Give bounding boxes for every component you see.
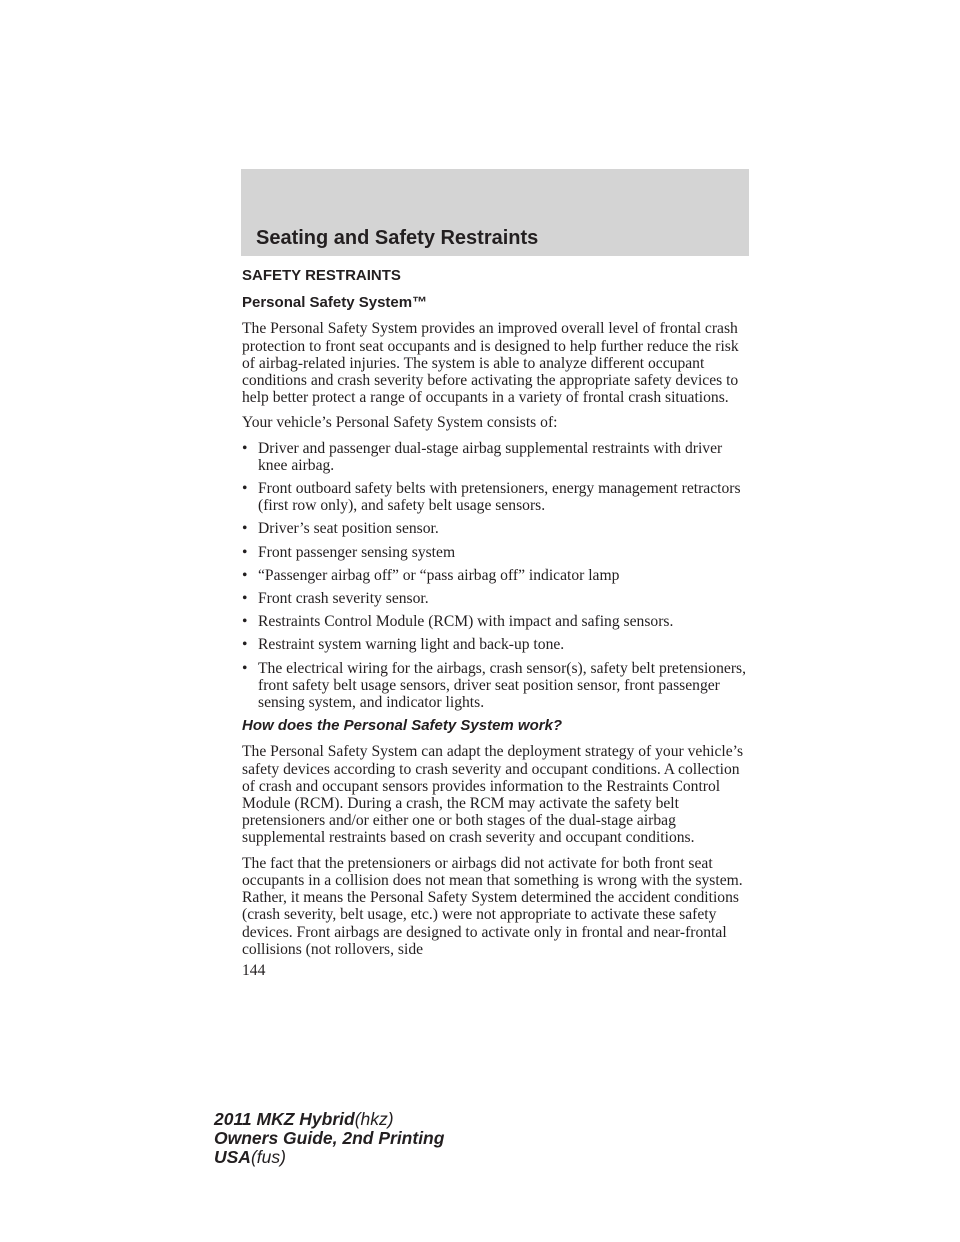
- list-item: [242, 636, 752, 653]
- list-item-text: Front crash severity sensor.: [258, 590, 429, 608]
- list-item-text: Restraint system warning light and back-up tone.: [258, 636, 565, 654]
- bullet-icon: •: [242, 520, 248, 538]
- bullet-icon: •: [242, 659, 248, 677]
- list-item: [242, 544, 752, 561]
- components-list: [242, 440, 752, 712]
- list-item: [242, 590, 752, 607]
- body-paragraph: The Personal Safety System can adapt the deployment strategy of your vehicle’s safety devices according to crash severity and occupant conditions. A collection of crash and occupant sensors provides information to the Restraints Control Module (RCM). During a crash, the RCM may activate the safety belt pretensioners and/or either one or both stages of the dual-stage airbag supplemental restraints based on crash severity and occupant conditions.: [242, 743, 744, 847]
- bullet-icon: •: [242, 480, 248, 498]
- bullet-icon: •: [242, 590, 248, 608]
- list-item: [242, 480, 752, 514]
- list-item-text: Front outboard safety belts with pretensioners, energy management retractors (first row only), and safety belt usage sensors.: [258, 480, 741, 515]
- bullet-icon: •: [242, 613, 248, 631]
- list-item-text: The electrical wiring for the airbags, crash sensor(s), safety belt pretensioners, front safety belt usage sensors, driver seat position sensor, front passenger sensing system, and indicator lights.: [258, 659, 746, 712]
- question-heading: How does the Personal Safety System work?: [242, 717, 563, 735]
- page-number: 144: [242, 961, 266, 979]
- footer-model-code: (hkz): [354, 1109, 394, 1129]
- bullet-icon: •: [242, 543, 248, 561]
- footer-printing: Owners Guide, 2nd Printing: [214, 1128, 445, 1148]
- list-item: [242, 660, 752, 712]
- bullet-icon: •: [242, 439, 248, 457]
- footer-model-name: 2011 MKZ Hybrid: [214, 1109, 355, 1129]
- print-footer: [214, 1110, 444, 1167]
- bullet-icon: •: [242, 636, 248, 654]
- list-item-text: Restraints Control Module (RCM) with impact and safing sensors.: [258, 613, 674, 631]
- section-title: SAFETY RESTRAINTS: [242, 267, 401, 284]
- bullet-icon: •: [242, 566, 248, 584]
- footer-market: USA: [214, 1147, 251, 1167]
- list-item: [242, 440, 752, 474]
- footer-line-model: [214, 1110, 444, 1129]
- chapter-title: Seating and Safety Restraints: [256, 227, 539, 249]
- body-paragraph: The fact that the pretensioners or airbags did not activate for both front seat occupants in a collision does not mean that something is wrong with the system. Rather, it means the Personal Safety System determined the accident conditions (crash severity, belt usage, etc.) were not appropriate to activate these safety devices. Front airbags are designed to activate only in frontal and near-frontal collisions (not rollovers, side: [242, 854, 743, 958]
- list-intro: Your vehicle’s Personal Safety System consists of:: [242, 414, 558, 432]
- footer-market-code: (fus): [250, 1147, 286, 1167]
- footer-line-market: [214, 1148, 444, 1167]
- list-item: [242, 613, 752, 630]
- list-item-text: Front passenger sensing system: [258, 543, 456, 561]
- intro-paragraph: The Personal Safety System provides an improved overall level of frontal crash protection to front seat occupants and is designed to help further reduce the risk of airbag-related injuries. The system is able to analyze different occupant conditions and crash severity before activating the appropriate safety devices to help better protect a range of occupants in a variety of frontal crash situations.: [242, 320, 739, 407]
- list-item-text: Driver and passenger dual-stage airbag supplemental restraints with driver knee airbag.: [258, 439, 723, 474]
- list-item-text: Driver’s seat position sensor.: [258, 520, 439, 538]
- list-item-text: “Passenger airbag off” or “pass airbag off” indicator lamp: [258, 566, 620, 584]
- page-content: [242, 267, 752, 979]
- list-item: [242, 567, 752, 584]
- list-item: [242, 520, 752, 537]
- subsection-title: Personal Safety System™: [242, 294, 428, 312]
